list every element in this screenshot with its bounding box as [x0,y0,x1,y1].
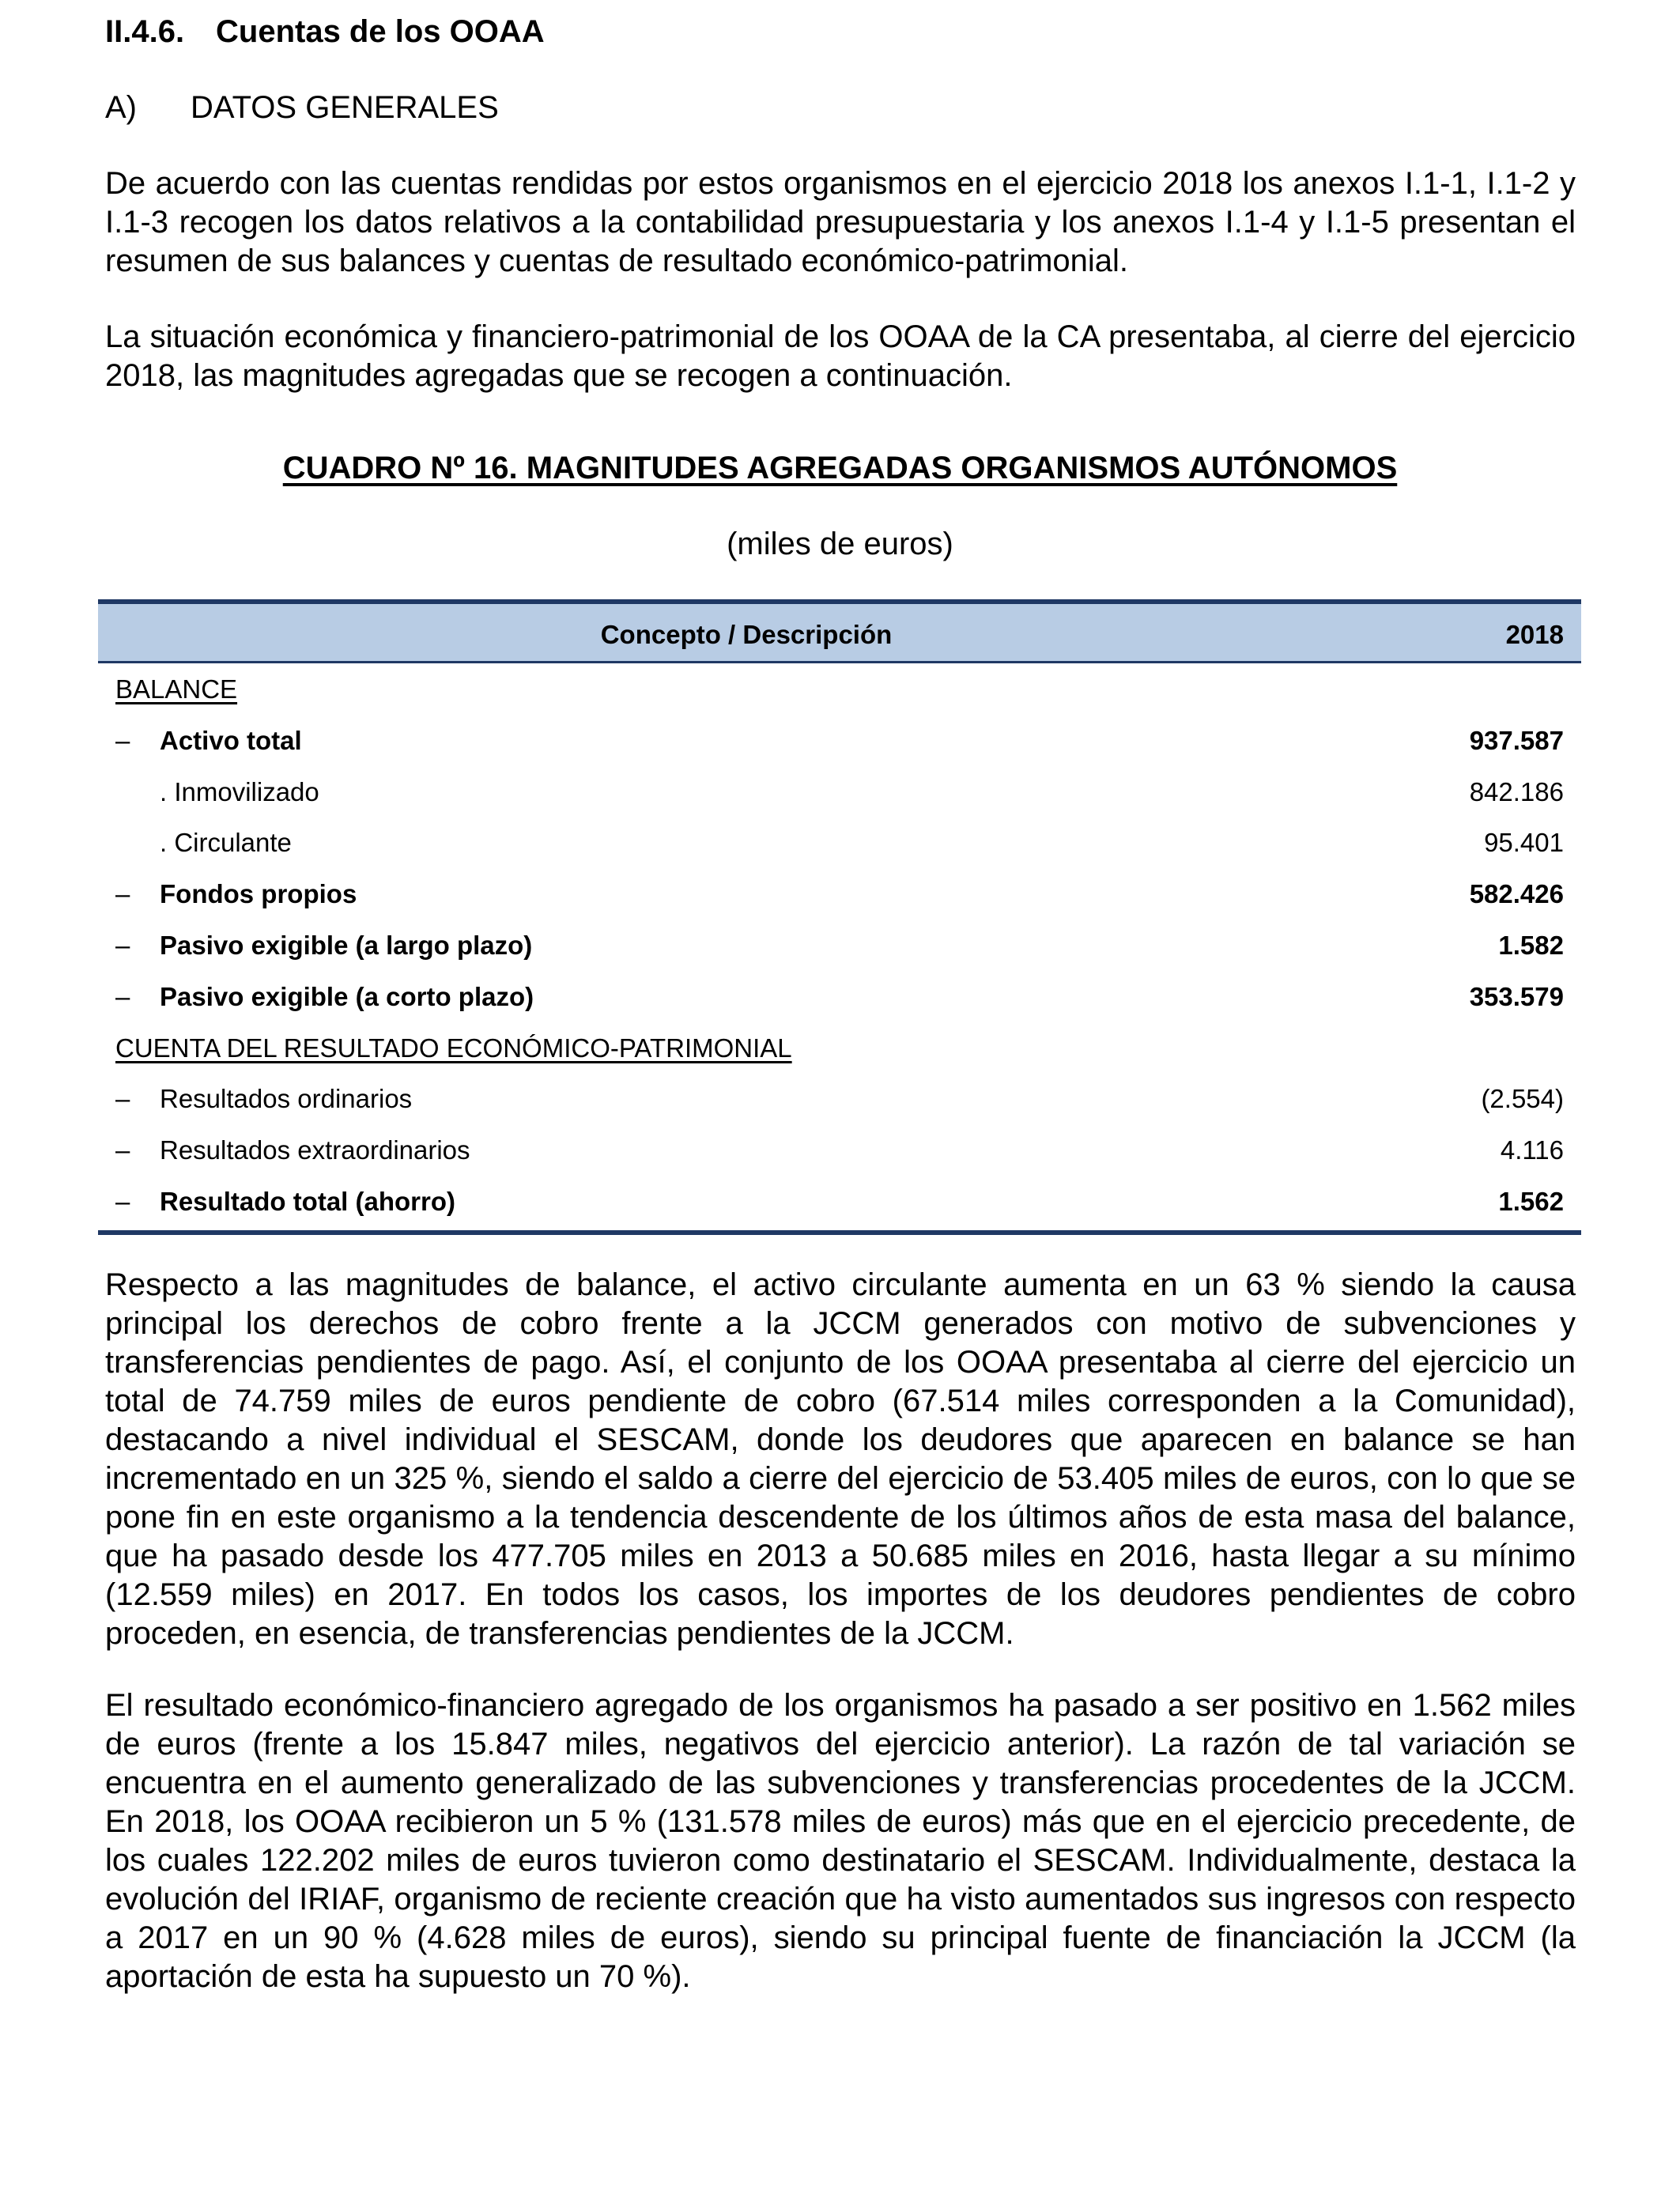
table-row [98,868,1581,920]
table-header [98,599,1581,663]
row-label: . Inmovilizado [160,776,319,806]
table-bottom-rule [98,1230,1581,1235]
header-concept: Concepto / Descripción [600,620,893,649]
row-label: Fondos propios [160,879,357,909]
table-row [98,715,1581,766]
row-value: 1.562 [1498,1186,1564,1216]
dash-bullet: – [115,981,130,1011]
header-year: 2018 [1505,620,1564,649]
dash-bullet: – [115,930,130,960]
row-value: 95.401 [1484,828,1564,858]
dash-bullet: – [115,879,130,909]
section-title: Cuentas de los OOAA [216,14,545,49]
row-label: Resultados ordinarios [160,1084,413,1114]
row-label: . Circulante [160,828,292,858]
dash-bullet: – [115,1084,130,1114]
table-row-section-balance [98,663,1581,715]
dash-bullet: – [115,1186,130,1216]
section-number: II.4.6. [105,14,185,49]
paragraph-balance-analysis: Respecto a las magnitudes de balance, el activo circulante aumenta en un 63 % siendo la causa principal los derechos de cobro frente a la JCCM generados con motivo de subvenciones y transferencias pendientes de pago. Así, el conjunto de los OOAA presentaba al cierre del ejercicio un total de 74.759 miles de euros pendiente de cobro (67.514 miles corresponden a la Comunidad), destacando a nivel individual el SESCAM, donde los deudores que aparecen en balance se han incrementado en un 325 %, siendo el saldo a cierre del ejercicio de 53.405 miles de euros, con lo que se pone fin en este organismo a la tendencia descendente de los últimos años de esta masa del balance, que ha pasado desde los 477.705 miles en 2013 a 50.685 miles en 2016, hasta llegar a su mínimo (12.559 miles) en 2017. En todos los casos, los importes de los deudores pendientes de cobro proceden, en esencia, de transferencias pendientes de la JCCM. [105,1267,1576,1651]
paragraph-intro: De acuerdo con las cuentas rendidas por estos organismos en el ejercicio 2018 los anexos I.1-1, I.1-2 y I.1-3 recogen los datos relativos a la contabilidad presupuestaria y los anexos I.1-4 y I.1-5 presentan el resumen de sus balances y cuentas de resultado económico-patrimonial. [105,166,1576,278]
row-value: 937.587 [1469,725,1564,755]
section-heading [105,14,545,50]
row-label: Pasivo exigible (a corto plazo) [160,981,534,1011]
section-label: BALANCE [115,674,238,704]
subsection-heading [105,90,499,126]
table-row [98,1124,1581,1176]
dash-bullet: – [115,725,130,755]
paragraph-situation: La situación económica y financiero-patrimonial de los OOAA de la CA presentaba, al cierre del ejercicio 2018, las magnitudes agregadas que se recogen a continuación. [105,319,1576,393]
row-label: Activo total [160,725,302,755]
table-row [98,766,1581,818]
row-label: Pasivo exigible (a largo plazo) [160,930,533,960]
subsection-title: DATOS GENERALES [191,90,499,125]
row-value: 582.426 [1469,879,1564,909]
row-label: Resultado total (ahorro) [160,1186,456,1216]
row-value: 353.579 [1469,981,1564,1011]
table-row [98,920,1581,971]
row-label: Resultados extraordinarios [160,1135,470,1165]
dash-bullet: – [115,1135,130,1165]
magnitudes-table [98,599,1581,1235]
table-row-section-resultado [98,1022,1581,1074]
table-unit: (miles de euros) [727,527,953,561]
row-value: 842.186 [1469,776,1564,806]
table-title: CUADRO Nº 16. MAGNITUDES AGREGADAS ORGANISMOS AUTÓNOMOS [282,451,1398,485]
section-label: CUENTA DEL RESULTADO ECONÓMICO-PATRIMONIAL [115,1033,792,1063]
row-value: 4.116 [1500,1135,1564,1165]
row-value: (2.554) [1481,1084,1564,1114]
paragraph-result-analysis: El resultado económico-financiero agregado de los organismos ha pasado a ser positivo en 1.562 miles de euros (frente a los 15.847 miles, negativos del ejercicio anterior). La razón de tal variación se encuentra en el aumento generalizado de las subvenciones y transferencias procedentes de la JCCM. En 2018, los OOAA recibieron un 5 % (131.578 miles de euros) más que en el ejercicio precedente, de los cuales 122.202 miles de euros tuvieron como destinatario el SESCAM. Individualmente, destaca la evolución del IRIAF, organismo de reciente creación que ha visto aumentados sus ingresos con respecto a 2017 en un 90 % (4.628 miles de euros), siendo su principal fuente de financiación la JCCM (la aportación de esta ha supuesto un 70 %). [105,1688,1576,1994]
row-value: 1.582 [1498,930,1564,960]
table-row [98,817,1581,868]
table-row [98,971,1581,1022]
table-row [98,1073,1581,1124]
table-row [98,1176,1581,1227]
subsection-letter: A) [105,90,137,125]
